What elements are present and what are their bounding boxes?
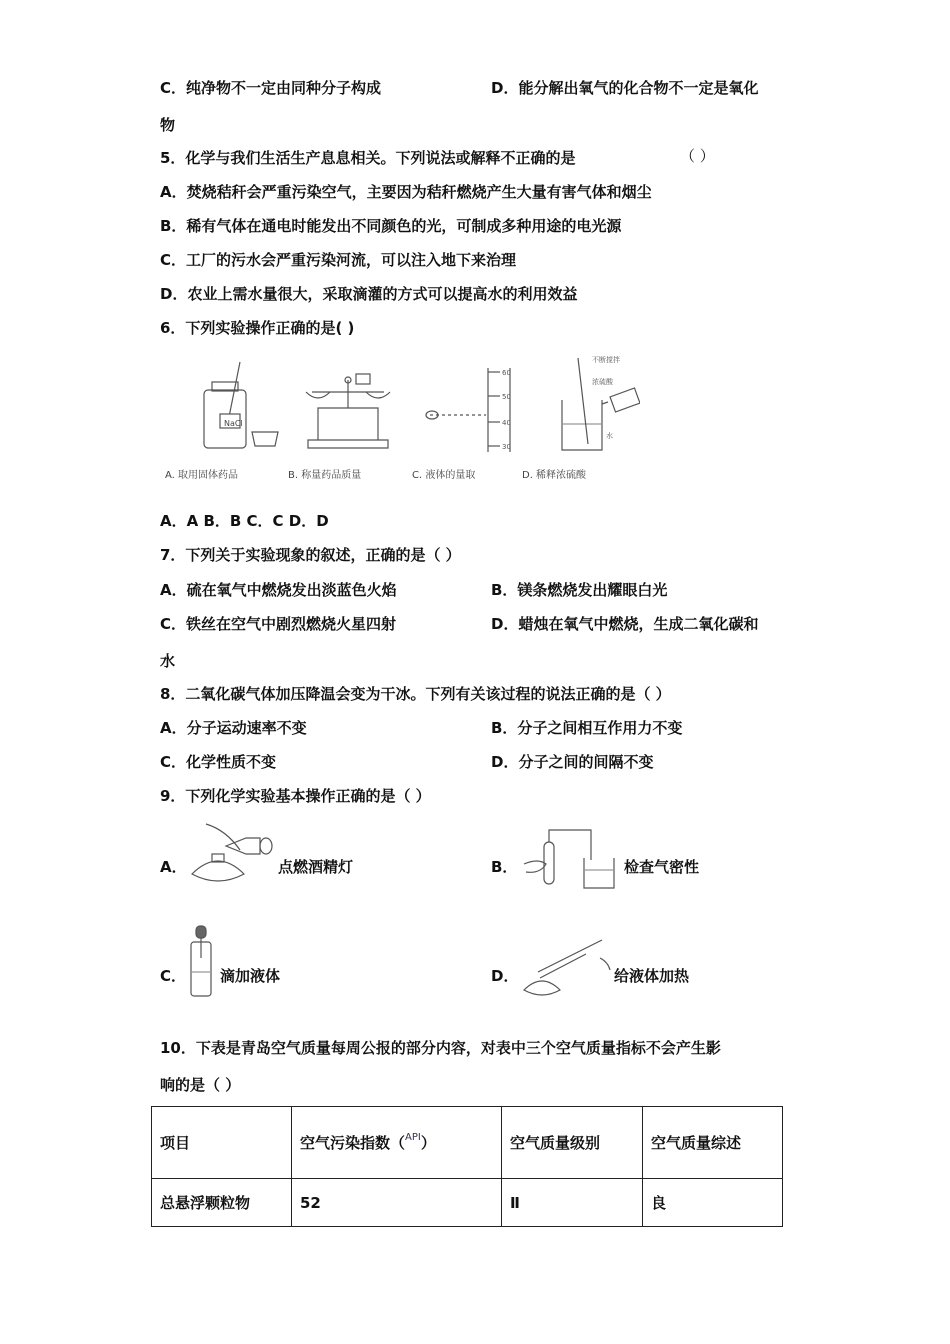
balance-base bbox=[308, 440, 388, 448]
q9-c-text: 滴加液体 bbox=[220, 967, 281, 985]
q6-figure bbox=[160, 352, 640, 464]
table-header-cell bbox=[292, 1107, 502, 1179]
dropper-bulb bbox=[196, 926, 206, 938]
q7-option-c: C．铁丝在空气中剧烈燃烧火星四射 bbox=[160, 615, 397, 633]
cylinder-tick: 30 bbox=[502, 443, 511, 451]
test-tube-holder bbox=[538, 940, 602, 972]
table-cell: 52 bbox=[292, 1179, 502, 1227]
q5-stem: 5．化学与我们生活生产息息相关。下列说法或解释不正确的是 bbox=[160, 149, 576, 167]
acid-bottle bbox=[610, 388, 640, 412]
q7-option-b: B．镁条燃烧发出耀眼白光 bbox=[491, 581, 668, 599]
q9-a-text: 点燃酒精灯 bbox=[278, 858, 354, 876]
header-sup: API bbox=[405, 1132, 421, 1143]
table-header-cell: 空气质量综述 bbox=[643, 1107, 783, 1179]
q5-answer-paren: （ ） bbox=[680, 147, 715, 165]
bottle-label: NaCl bbox=[224, 419, 243, 428]
q6-stem: 6．下列实验操作正确的是( ) bbox=[160, 319, 355, 337]
q9-stem: 9．下列化学实验基本操作正确的是（ ） bbox=[160, 787, 431, 805]
q9-b-text: 检查气密性 bbox=[624, 858, 700, 876]
q4-option-d: D．能分解出氧气的化合物不一定是氧化 bbox=[491, 79, 759, 97]
cylinder-tick: 50 bbox=[502, 393, 511, 401]
hand bbox=[524, 861, 546, 872]
q6-caption-c: C. 液体的量取 bbox=[412, 470, 476, 481]
q9-a-figure bbox=[186, 818, 276, 894]
q7-option-d: D．蜡烛在氧气中燃烧，生成二氧化碳和 bbox=[491, 615, 759, 633]
q7-option-a: A．硫在氧气中燃烧发出淡蓝色火焰 bbox=[160, 581, 397, 599]
beaker bbox=[562, 400, 602, 450]
air-quality-table bbox=[151, 1106, 783, 1227]
q6-caption-b: B. 称量药品质量 bbox=[288, 470, 362, 481]
q6-options: A．A B．B C．C D．D bbox=[160, 512, 329, 530]
table-header-cell: 项目 bbox=[152, 1107, 292, 1179]
q5-option-c: C．工厂的污水会严重污染河流，可以注入地下来治理 bbox=[160, 251, 517, 269]
q4-option-c: C．纯净物不一定由同种分子构成 bbox=[160, 79, 382, 97]
q5-option-d: D．农业上需水量很大，采取滴灌的方式可以提高水的利用效益 bbox=[160, 285, 578, 303]
q9-d-figure bbox=[516, 934, 612, 1000]
q8-option-b: B．分子之间相互作用力不变 bbox=[491, 719, 683, 737]
q7-stem: 7．下列关于实验现象的叙述，正确的是（ ） bbox=[160, 546, 461, 564]
q7-option-d-cont: 水 bbox=[160, 652, 176, 670]
q8-option-d: D．分子之间的间隔不变 bbox=[491, 753, 654, 771]
q9-b-letter: B． bbox=[491, 858, 518, 876]
stir-label: 不断搅拌 bbox=[592, 356, 620, 364]
water-beaker bbox=[584, 858, 614, 888]
table-cell: 总悬浮颗粒物 bbox=[152, 1179, 292, 1227]
q4-option-d-cont: 物 bbox=[160, 116, 176, 134]
q6-caption-a: A. 取用固体药品 bbox=[165, 470, 239, 481]
q8-option-a: A．分子运动速率不变 bbox=[160, 719, 307, 737]
alcohol-lamp bbox=[524, 981, 560, 995]
q9-d-text: 给液体加热 bbox=[614, 967, 690, 985]
table-header-row bbox=[152, 1107, 783, 1179]
q9-c-figure bbox=[186, 924, 216, 1000]
alcohol-lamp bbox=[192, 861, 244, 881]
q9-d-letter: D． bbox=[491, 967, 519, 985]
header-text: 空气污染指数（ bbox=[300, 1134, 406, 1152]
acid-label: 浓硫酸 bbox=[592, 378, 613, 386]
spatula bbox=[228, 362, 240, 422]
q8-stem: 8．二氧化碳气体加压降温会变为干冰。下列有关该过程的说法正确的是（ ） bbox=[160, 685, 671, 703]
table-row bbox=[152, 1179, 783, 1227]
table-cell: 良 bbox=[643, 1179, 783, 1227]
q5-option-a: A．焚烧秸秆会严重污染空气，主要因为秸秆燃烧产生大量有害气体和烟尘 bbox=[160, 183, 652, 201]
q5-option-b: B．稀有气体在通电时能发出不同颜色的光，可制成多种用途的电光源 bbox=[160, 217, 622, 235]
q8-option-c: C．化学性质不变 bbox=[160, 753, 277, 771]
table-header-cell: 空气质量级别 bbox=[502, 1107, 643, 1179]
q10-stem-line1: 10．下表是青岛空气质量每周公报的部分内容，对表中三个空气质量指标不会产生影 bbox=[160, 1039, 721, 1057]
q9-a-letter: A． bbox=[160, 858, 187, 876]
q9-c-letter: C． bbox=[160, 967, 187, 985]
q6-caption-d: D. 稀释浓硫酸 bbox=[522, 470, 587, 481]
evaporating-dish bbox=[252, 432, 278, 446]
water-label: 水 bbox=[606, 432, 613, 440]
header-text-end: ） bbox=[420, 1134, 436, 1152]
cylinder-tick: 40 bbox=[502, 419, 511, 427]
q9-b-figure bbox=[516, 824, 622, 894]
table-cell: Ⅱ bbox=[502, 1179, 643, 1227]
glass-rod bbox=[578, 358, 588, 444]
q10-stem-line2: 响的是（ ） bbox=[160, 1076, 241, 1094]
cylinder-tick: 60 bbox=[502, 369, 511, 377]
